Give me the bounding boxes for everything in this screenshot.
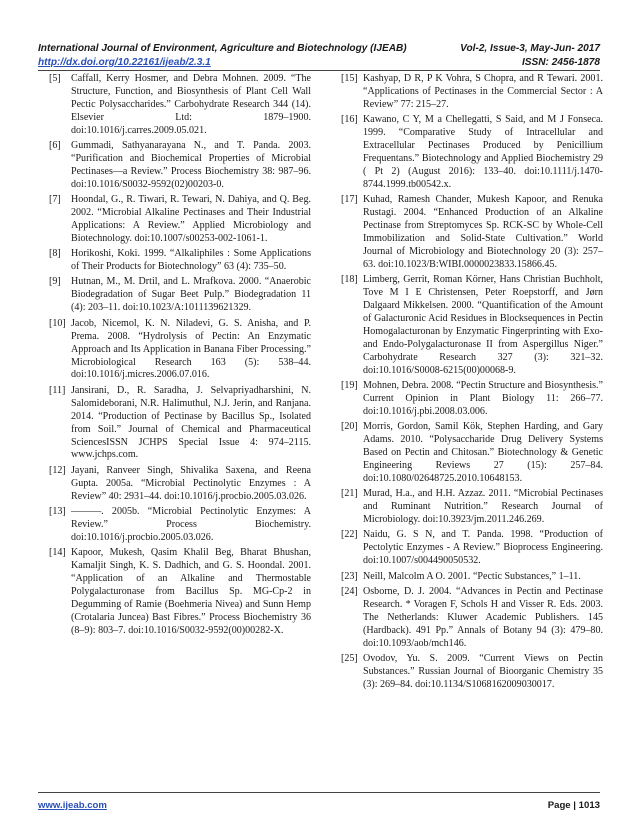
reference-text: Osborne, D. J. 2004. “Advances in Pectin and Pectinase Research. * Voragen F, Schols H and Visser R. Eds. 2003. The Netherlands: Kluwer Academic Publishers. 145 (Hardback). 491 Pp.” Annals of Botany 94 (3): 479–80. doi:10.1093/aob/mch146.: [363, 585, 603, 649]
reference-text: Ovodov, Yu. S. 2009. “Current Views on Pectin Substances.” Russian Journal of Bioorganic Chemistry 35 (3): 269–84. doi:10.1134/S1068162009030017.: [363, 652, 603, 690]
reference-item: [341, 488, 603, 527]
reference-item: [49, 194, 311, 246]
reference-number: [19]: [341, 380, 358, 392]
reference-item: [341, 586, 603, 651]
reference-item: [49, 465, 311, 504]
doi-link[interactable]: http://dx.doi.org/10.22161/ijeab/2.3.1: [38, 56, 211, 68]
reference-text: Kuhad, Ramesh Chander, Mukesh Kapoor, and Renuka Rustagi. 2004. “Enhanced Production of an Alkaline Pectinase from Streptomyces Sp. RCK-SC by Whole-Cell Immobilization and Solid-State Cultivation.” World Journal of Microbiology and Biotechnology 20 (3): 257–63. doi:10.1023/B:WIBI.0000023833.15866.45.: [363, 194, 603, 270]
reference-text: Limberg, Gerrit, Roman Körner, Hans Christian Buchholt, Tove M I E Christensen, Peter Roepstorff, and Jørn Dalgaard Mikkelsen. 2000. “Quantification of the Amount of Galacturonic Acid Residues in Blocksequences in Pectin Homogalacturonan by Enzymatic Fingerprinting with Exo- and Endo-Polygalacturonase II from Aspergillus Niger.” Carbohydrate Research 327 (3): 321–32. doi:10.1016/S0008-6215(00)00068-9.: [363, 274, 603, 376]
page-subheader: [38, 55, 600, 69]
reference-item: [341, 194, 603, 272]
footer-divider: [38, 792, 600, 793]
reference-item: [341, 571, 603, 584]
reference-number: [15]: [341, 73, 358, 84]
reference-number: [16]: [341, 114, 358, 126]
reference-item: [341, 73, 603, 112]
reference-text: Kawano, C Y, M a Chellegatti, S Said, and M J Fonseca. 1999. “Comparative Study of Intracellular and Extracellular Pectinases Produced by Penicillium Frequentans.” Biotechnology and Applied Biochemistry 29 ( Pt 2) (August 2016): 133–40. doi:10.1111/j.1470-8744.1999.tb00542.x.: [363, 114, 603, 190]
volume-issue: Vol-2, Issue-3, May-Jun- 2017: [460, 42, 600, 54]
reference-text: Jayani, Ranveer Singh, Shivalika Saxena, and Reena Gupta. 2005a. “Microbial Pectinolytic Enzymes : A Review” 40: 2931–44. doi:10.1016/j.procbio.2005.03.026.: [71, 464, 311, 502]
reference-item: [341, 380, 603, 419]
reference-item: [49, 547, 311, 638]
reference-item: [49, 73, 311, 138]
reference-item: [49, 506, 311, 545]
website-link[interactable]: www.ijeab.com: [38, 799, 107, 811]
reference-number: [22]: [341, 529, 358, 541]
reference-number: [8]: [49, 248, 61, 260]
references-column-left: [49, 73, 311, 640]
reference-number: [11]: [49, 384, 66, 396]
reference-text: Kapoor, Mukesh, Qasim Khalil Beg, Bharat Bhushan, Kamaljit Singh, K. S. Dadhich, and G. S. Hoondal. 2001. “Application of an Alkaline and Thermostable Polygalacturonase from Bacillus Sp. MG-Cp-2 in Degumming of Ramie (Boehmeria Nivea) and Sunn Hemp (Crotalaria Juncea) Bast Fibres.” Process Biochemistry 36 (8–9): 803–7. doi:10.1016/S0032-9592(00)00282-X.: [71, 547, 311, 636]
reference-text: Horikoshi, Koki. 1999. “Alkaliphiles : Some Applications of Their Products for Biotechnology” 63 (4): 735–50.: [71, 248, 311, 273]
reference-number: [9]: [49, 276, 61, 288]
reference-item: [49, 248, 311, 274]
reference-text: Hoondal, G., R. Tiwari, R. Tewari, N. Dahiya, and Q. Beg. 2002. “Microbial Alkaline Pectinases and Their Industrial Applications: A Review.” Applied Microbiology and Biotechnology. doi:10.1007/s00253-002-1061-1.: [71, 194, 311, 245]
reference-item: [49, 276, 311, 315]
reference-item: [341, 114, 603, 192]
reference-number: [14]: [49, 547, 66, 559]
reference-number: [6]: [49, 140, 61, 152]
reference-number: [21]: [341, 488, 358, 500]
reference-text: Gummadi, Sathyanarayana N., and T. Panda. 2003. “Purification and Biochemical Properties of Microbial Pectinases—a Review.” Process Biochemistry 38: 987–96. doi:10.1016/S0032-9592(02)00203-0.: [71, 140, 311, 190]
page-number: Page | 1013: [547, 799, 600, 811]
reference-text: Caffall, Kerry Hosmer, and Debra Mohnen. 2009. “The Structure, Function, and Biosynthesis of Plant Cell Wall Pectic Polysaccharides.” Carbohydrate Research 344 (14). Elsevier Ltd: 1879–1900. doi:10.1016/j.carres.2009.05.021.: [71, 73, 311, 136]
reference-text: ———. 2005b. “Microbial Pectinolytic Enzymes: A Review.” Process Biochemistry. doi:10.1016/j.procbio.2005.03.026.: [71, 505, 311, 543]
issn: ISSN: 2456-1878: [522, 56, 600, 68]
reference-text: Murad, H.a., and H.H. Azzaz. 2011. “Microbial Pectinases and Ruminant Nutrition.” Research Journal of Microbiology. doi:10.3923/jm.2011.246.269.: [363, 488, 603, 526]
reference-item: [49, 318, 311, 383]
reference-number: [10]: [49, 317, 66, 329]
page-header: [38, 40, 600, 56]
reference-item: [49, 140, 311, 192]
reference-text: Mohnen, Debra. 2008. “Pectin Structure and Biosynthesis.” Current Opinion in Plant Biology 11: 266–77. doi:10.1016/j.pbi.2008.03.006.: [363, 380, 603, 418]
reference-number: [12]: [49, 464, 66, 476]
reference-item: [341, 653, 603, 692]
reference-item: [341, 274, 603, 378]
reference-number: [25]: [341, 652, 358, 664]
page-footer: [38, 797, 600, 813]
reference-text: Naidu, G. S N, and T. Panda. 1998. “Production of Pectolytic Enzymes - A Review.” Bioprocess Engineering. doi:10.1007/s004490050532.: [363, 529, 603, 567]
reference-number: [24]: [341, 585, 358, 597]
reference-text: Hutnan, M., M. Drtil, and L. Mrafkova. 2000. “Anaerobic Biodegradation of Sugar Beet Pulp.” Biodegradation 11 (4): 203–11. doi:10.1023/A:1011139621329.: [71, 276, 311, 314]
references-column-right: [341, 73, 603, 694]
reference-number: [13]: [49, 505, 66, 517]
reference-text: Morris, Gordon, Samil Kök, Stephen Harding, and Gary Adams. 2010. “Polysaccharide Drug Delivery Systems Based on Pectin and Chitosan.” Biotechnology & Genetic Engineering Reviews 27 (15): 257–84. doi:10.1080/02648725.2010.10648153.: [363, 421, 603, 485]
reference-text: Jansirani, D., R. Saradha, J. Selvapriyadharshini, N. Salomideborani, N.R. Halimuthul, N.J. Jerin, and Ranjana. 2014. “Production of Pectinase by Bacillus Sp., Isolated from Soil.” Journal of Chemical and Pharmaceutical SciencesISSN JCHPS Special Issue 4: 974–2115. www.jchps.com.: [71, 384, 311, 461]
reference-number: [18]: [341, 274, 358, 286]
reference-text: Kashyap, D R, P K Vohra, S Chopra, and R Tewari. 2001. “Applications of Pectinases in the Commercial Sector : A Review” 77: 215–27.: [363, 73, 603, 110]
reference-item: [341, 529, 603, 568]
header-divider: [38, 70, 600, 71]
reference-text: Neill, Malcolm A O. 2001. “Pectic Substances,” 1–11.: [363, 570, 581, 582]
reference-number: [23]: [341, 570, 358, 582]
reference-number: [7]: [49, 194, 61, 206]
reference-item: [341, 421, 603, 486]
reference-number: [5]: [49, 73, 61, 84]
journal-title: International Journal of Environment, Agriculture and Biotechnology (IJEAB): [38, 42, 407, 54]
reference-text: Jacob, Nicemol, K. N. Niladevi, G. S. Anisha, and P. Prema. 2008. “Hydrolysis of Pectin: An Enzymatic Approach and Its Application in Banana Fiber Processing.” Microbiological Research 163 (5): 538–44. doi:10.1016/j.micres.2006.07.016.: [71, 317, 311, 381]
reference-item: [49, 385, 311, 463]
reference-number: [17]: [341, 194, 358, 206]
reference-number: [20]: [341, 421, 358, 433]
